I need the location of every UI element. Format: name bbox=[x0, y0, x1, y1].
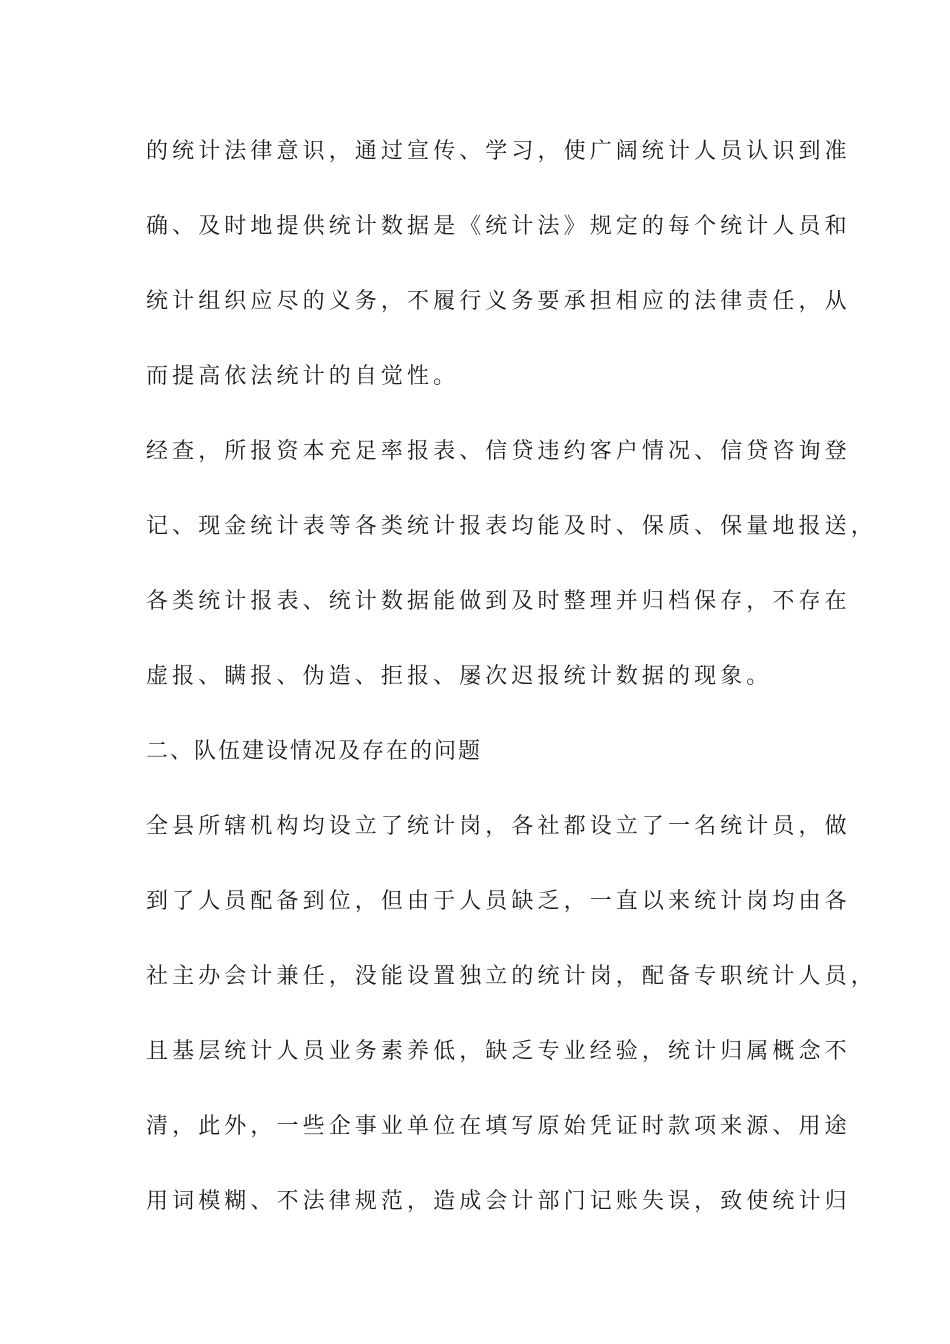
paragraph-3-line-2: 到了人员配备到位，但由于人员缺乏，一直以来统计岗均由各 bbox=[146, 889, 851, 914]
paragraph-1-line-4: 而提高依法统计的自觉性。 bbox=[146, 364, 460, 389]
paragraph-1-line-3: 统计组织应尽的义务，不履行义务要承担相应的法律责任，从 bbox=[146, 289, 851, 314]
paragraph-3-line-6: 用词模糊、不法律规范，造成会计部门记账失误，致使统计归 bbox=[146, 1189, 851, 1214]
section-heading: 二、队伍建设情况及存在的问题 bbox=[146, 739, 483, 764]
paragraph-1-line-2: 确、及时地提供统计数据是《统计法》规定的每个统计人员和 bbox=[146, 214, 851, 239]
paragraph-3-line-4: 且基层统计人员业务素养低，缺乏专业经验，统计归属概念不 bbox=[146, 1039, 851, 1064]
paragraph-3-line-3: 社主办会计兼任，没能设置独立的统计岗，配备专职统计人员， bbox=[146, 964, 877, 989]
paragraph-2-line-3: 各类统计报表、统计数据能做到及时整理并归档保存，不存在 bbox=[146, 589, 851, 614]
paragraph-2-line-1: 经查，所报资本充足率报表、信贷违约客户情况、信贷咨询登 bbox=[146, 439, 851, 464]
paragraph-3-line-5: 清，此外，一些企事业单位在填写原始凭证时款项来源、用途 bbox=[146, 1114, 851, 1139]
paragraph-2-line-4: 虚报、瞒报、伪造、拒报、屡次迟报统计数据的现象。 bbox=[146, 664, 773, 689]
paragraph-1-line-1: 的统计法律意识，通过宣传、学习，使广阔统计人员认识到准 bbox=[146, 139, 851, 164]
paragraph-3-line-1: 全县所辖机构均设立了统计岗，各社都设立了一名统计员，做 bbox=[146, 814, 851, 839]
paragraph-2-line-2: 记、现金统计表等各类统计报表均能及时、保质、保量地报送， bbox=[146, 514, 877, 539]
